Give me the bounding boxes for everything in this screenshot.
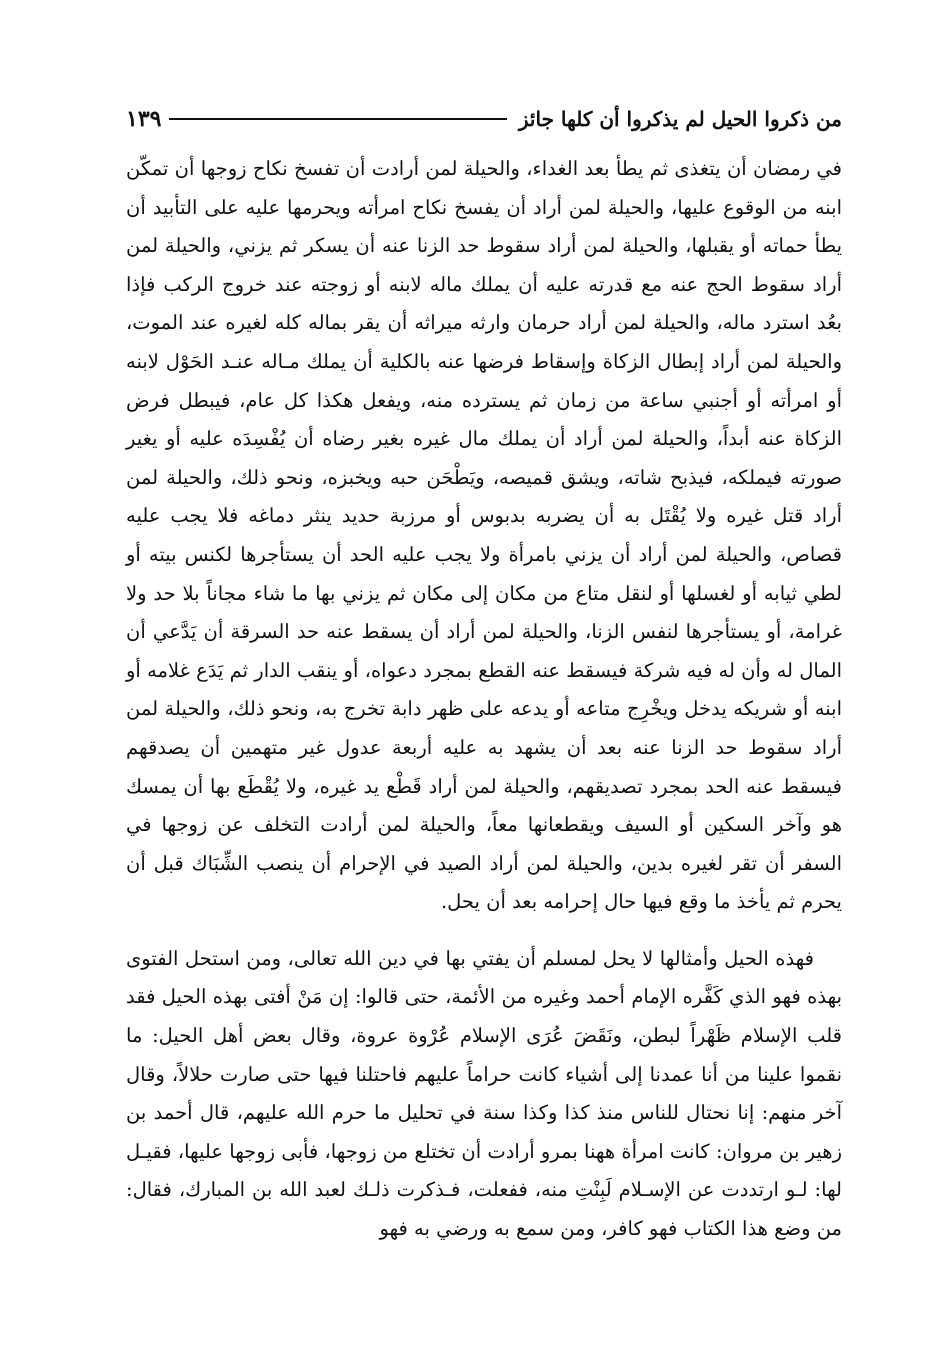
chapter-title: من ذكروا الحيل لم يذكروا أن كلها جائز bbox=[518, 107, 842, 131]
running-header bbox=[126, 104, 842, 134]
main-text bbox=[126, 150, 842, 1249]
paragraph-2: فهذه الحيل وأمثالها لا يحل لمسلم أن يفتي بها في دين الله تعالى، ومن استحل الفتوى بهذه فهو الذي كَفَّره الإمام أحمد وغيره من الأئمة، حتى قالوا: إن مَنْ أفتى بهذه الحيل فقد قلب الإسلام ظَهْراً لبطن، ونَقَضَ عُرَى الإسلام عُرْوة عروة، وقال بعض أهل الحيل: ما نقموا علينا من أنا عمدنا إلى أشياء كانت حراماً عليهم فاحتلنا فيها حتى صارت حلالاً، وقال آخر منهم: إنا نحتال للناس منذ كذا وكذا سنة في تحليل ما حرم الله عليهم، قال أحمد بن زهير بن مروان: كانت امرأة ههنا بمرو أرادت أن تختلع من زوجها، فأبى زوجها عليها، فقيـل لها: لـو ارتددت عن الإسـلام لَبِنْتِ منه، ففعلت، فـذكرت ذلـك لعبد الله بن المبارك، فقال: من وضع هذا الكتاب فهو كافر، ومن سمع به ورضي به فهو bbox=[126, 946, 842, 1241]
header-divider bbox=[169, 118, 506, 120]
page-number: ١٣٩ bbox=[126, 106, 162, 132]
paragraph-1: في رمضان أن يتغذى ثم يطأ بعد الغداء، والحيلة لمن أرادت أن تفسخ نكاح زوجها أن تمكّن ابنه من الوقوع عليها، والحيلة لمن أراد أن يفسخ نكاح امرأته ويحرمها عليه على التأبيد أن يطأ حماته أو يقبلها، والحيلة لمن أراد سقوط حد الزنا عنه أن يسكر ثم يزني، والحيلة لمن أراد سقوط الحج عنه مع قدرته عليه أن يملك ماله لابنه أو زوجته عند خروج الركب فإذا بعُد استرد ماله، والحيلة لمن أراد حرمان وارثه ميراثه أن يقر بماله كله لغيره عند الموت، والحيلة لمن أراد إبطال الزكاة وإسقاط فرضها عنه بالكلية أن يملك مـاله عنـد الحَوْل لابنه أو امرأته أو أجنبي ساعة من زمان ثم يسترده منه، ويفعل هكذا كل عام، فيبطل فرض الزكاة عنه أبداً، والحيلة لمن أراد أن يملك مال غيره بغير رضاه أن يُفْسِدَه عليه أو يغير صورته فيملكه، فيذبح شاته، ويشق قميصه، ويَطْحَن حبه ويخبزه، ونحو ذلك، والحيلة لمن أراد قتل غيره ولا يُقْتَل به أن يضربه بدبوس أو مرزبة حديد ينثر دماغه فلا يجب عليه قصاص، والحيلة لمن أراد أن يزني بامرأة ولا يجب عليه الحد أن يستأجرها لكنس بيته أو لطي ثيابه أو لغسلها أو لنقل متاع من مكان إلى مكان ثم يزني بها ما شاء مجاناً بلا حد ولا غرامة، أو يستأجرها لنفس الزنا، والحيلة لمن أراد أن يسقط عنه حد السرقة أن يَدَّعي أن المال له وأن له فيه شركة فيسقط عنه القطع بمجرد دعواه، أو ينقب الدار ثم يَدَع غلامه أو ابنه أو شريكه يدخل ويخْرِج متاعه أو يدعه على ظهر دابة تخرج به، ونحو ذلك، والحيلة لمن أراد سقوط حد الزنا عنه بعد أن يشهد به عليه أربعة عدول غير متهمين أن يصدقهم فيسقط عنه الحد بمجرد تصديقهم، والحيلة لمن أراد قَطْع يد غيره، ولا يُقْطَع بها أن يمسك هو وآخر السكين أو السيف ويقطعانها معاً، والحيلة لمن أرادت التخلف عن زوجها في السفر أن تقر لغيره بدين، والحيلة لمن أراد الصيد في الإحرام أن ينصب الشِّبَاك قبل أن يحرم ثم يأخذ ما وقع فيها حال إحرامه بعد أن يحل. bbox=[126, 157, 842, 914]
